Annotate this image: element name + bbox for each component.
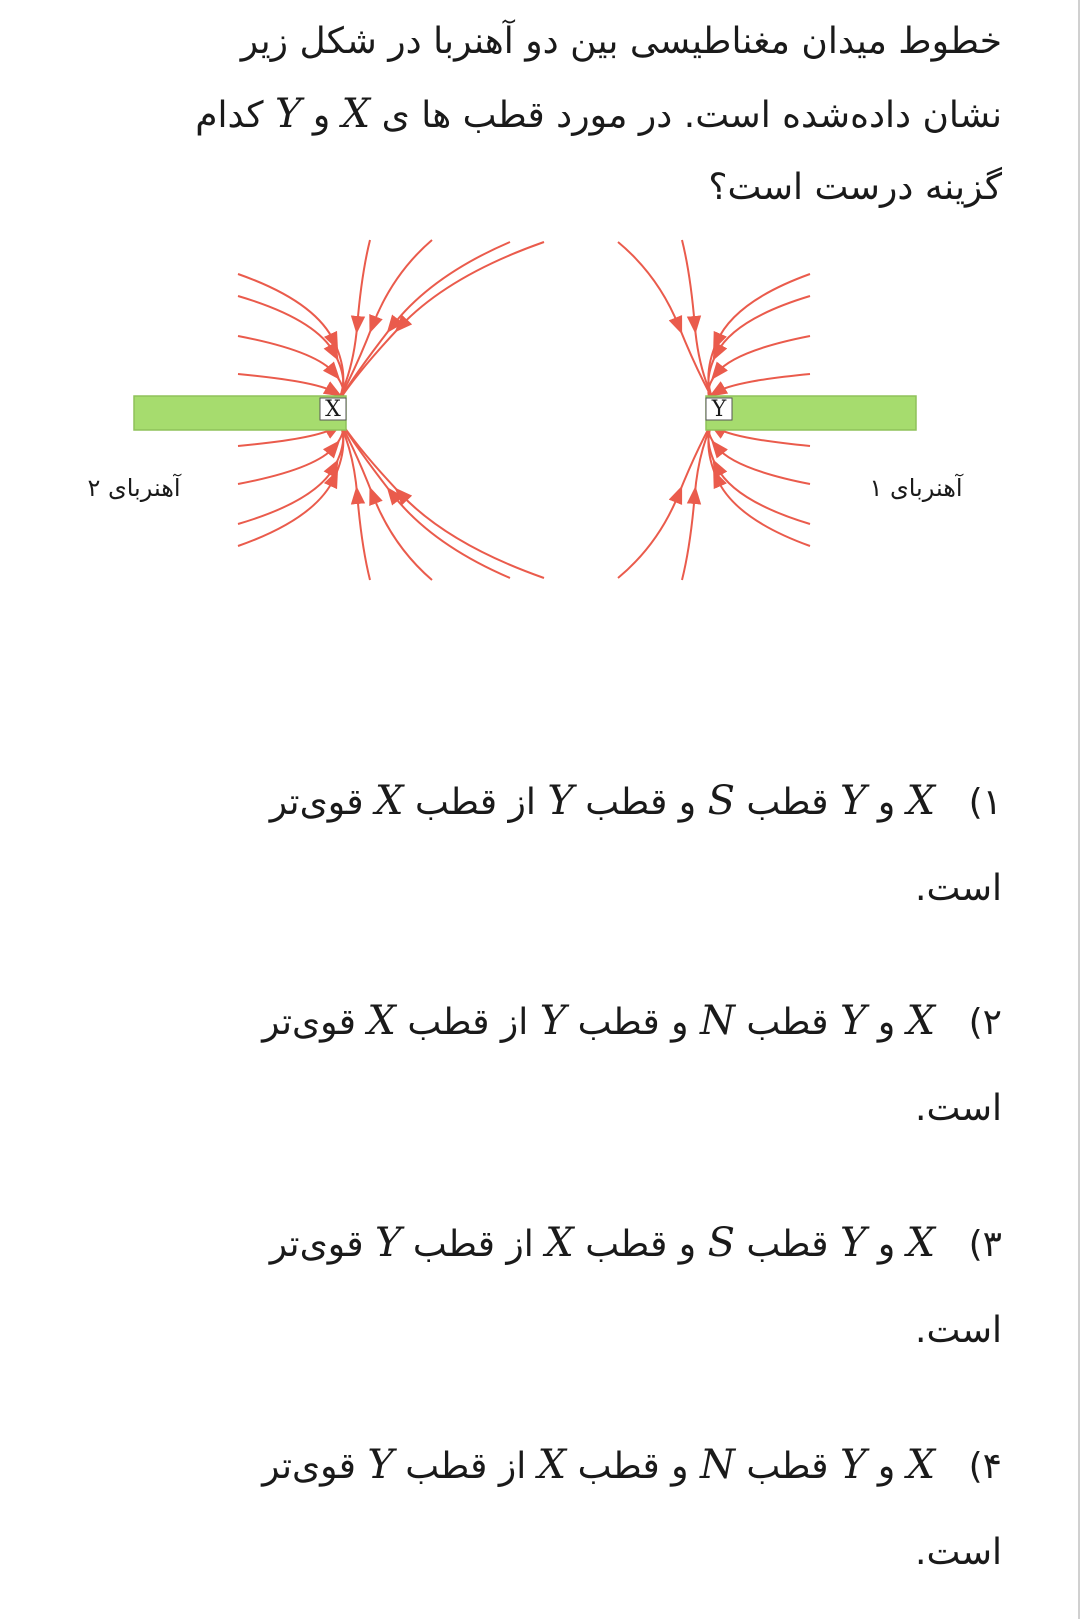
field-line-right-upper-5 xyxy=(682,240,719,410)
option-1-from: از قطب xyxy=(414,782,536,823)
field-line-right-lower-6 xyxy=(618,410,719,578)
field-line-right-lower-5 xyxy=(682,410,719,580)
option-2-and: و xyxy=(877,1002,896,1043)
option-3-weaker-pole: Y xyxy=(375,1220,402,1266)
right-magnet-label: آهنربای ۱ xyxy=(869,474,963,502)
option-2-from: از قطب xyxy=(407,1002,529,1043)
option-4-from: از قطب xyxy=(405,1446,527,1487)
option-4-end: است. xyxy=(915,1532,1002,1573)
option-2-stronger-pole: Y xyxy=(539,998,567,1044)
question-line-2-text: نشان داده‌شده است. در مورد قطب ها ی xyxy=(381,95,1002,136)
option-2-stronger-word: قوی‌تر xyxy=(262,1002,356,1043)
option-2-pole: N xyxy=(699,998,735,1044)
option-2-mid: و قطب xyxy=(577,1002,689,1043)
option-3-and: و xyxy=(877,1224,896,1265)
option-2[interactable] xyxy=(62,978,1002,1152)
question-line-2 xyxy=(102,78,1002,152)
left-pole-label: X xyxy=(325,397,341,422)
option-2-weaker-pole: X xyxy=(367,998,396,1044)
option-4-weaker-pole: Y xyxy=(367,1442,394,1488)
option-1-pole: S xyxy=(707,778,735,824)
left-magnet-bar xyxy=(134,396,346,430)
option-3-end: است. xyxy=(915,1310,1002,1351)
option-4-number: ۴) xyxy=(968,1446,1002,1487)
option-4-x: X xyxy=(906,1442,936,1488)
option-4-stronger-pole: X xyxy=(537,1442,567,1488)
question-text xyxy=(102,6,1002,224)
option-3-from: از قطب xyxy=(412,1224,534,1265)
field-line-right-upper-6 xyxy=(618,242,719,410)
field-line-left-upper-2 xyxy=(238,296,343,410)
option-1-x: X xyxy=(906,778,936,824)
option-2-pole-word: قطب xyxy=(746,1002,829,1043)
question-line-1-text: خطوط میدان مغناطیسی بین دو آهنربا در شکل زیر xyxy=(240,21,1002,62)
option-1-stronger-word: قوی‌تر xyxy=(269,782,364,823)
field-lines-diagram xyxy=(70,238,1010,608)
option-3-mid: و قطب xyxy=(585,1224,697,1265)
option-3-pole: S xyxy=(707,1220,735,1266)
option-1-weaker-pole: X xyxy=(375,778,404,824)
question-line-3-text: گزینه درست است؟ xyxy=(708,167,1002,208)
option-3-number: ۳) xyxy=(968,1224,1002,1265)
option-3[interactable] xyxy=(62,1200,1002,1374)
option-4-mid: و قطب xyxy=(577,1446,689,1487)
option-2-x: X xyxy=(906,998,936,1044)
option-1-y: Y xyxy=(839,778,867,824)
option-3-x: X xyxy=(906,1220,936,1266)
question-pole-y: Y xyxy=(274,91,302,137)
option-1[interactable] xyxy=(62,758,1002,932)
option-2-y: Y xyxy=(839,998,867,1044)
option-2-number: ۲) xyxy=(968,1002,1002,1043)
option-1-and: و xyxy=(877,782,896,823)
option-3-stronger-word: قوی‌تر xyxy=(269,1224,364,1265)
option-1-stronger-pole: Y xyxy=(547,778,574,824)
field-line-left-upper-6 xyxy=(333,240,432,410)
option-3-stronger-pole: X xyxy=(545,1220,574,1266)
option-3-y: Y xyxy=(839,1220,867,1266)
option-1-mid: و قطب xyxy=(585,782,697,823)
magnetic-field-figure xyxy=(70,238,1010,608)
option-1-pole-word: قطب xyxy=(746,782,829,823)
question-line-1 xyxy=(102,6,1002,78)
option-1-end: است. xyxy=(915,868,1002,909)
question-pole-x: X xyxy=(341,91,371,137)
option-4-pole-word: قطب xyxy=(746,1446,829,1487)
option-4-y: Y xyxy=(839,1442,867,1488)
field-line-left-lower-6 xyxy=(333,410,432,580)
right-pole-label: Y xyxy=(711,397,727,422)
left-magnet-label: آهنربای ۲ xyxy=(87,474,181,502)
field-line-right-upper-2 xyxy=(708,296,810,410)
right-magnet-bar xyxy=(706,396,916,430)
option-3-pole-word: قطب xyxy=(746,1224,829,1265)
option-2-end: است. xyxy=(915,1088,1002,1129)
option-4[interactable] xyxy=(62,1422,1002,1596)
question-and: و xyxy=(312,95,331,136)
option-4-and: و xyxy=(877,1446,896,1487)
option-4-pole: N xyxy=(699,1442,735,1488)
option-4-stronger-word: قوی‌تر xyxy=(262,1446,356,1487)
question-which: کدام xyxy=(195,95,264,136)
question-line-3 xyxy=(102,152,1002,224)
option-1-number: ۱) xyxy=(968,782,1002,823)
